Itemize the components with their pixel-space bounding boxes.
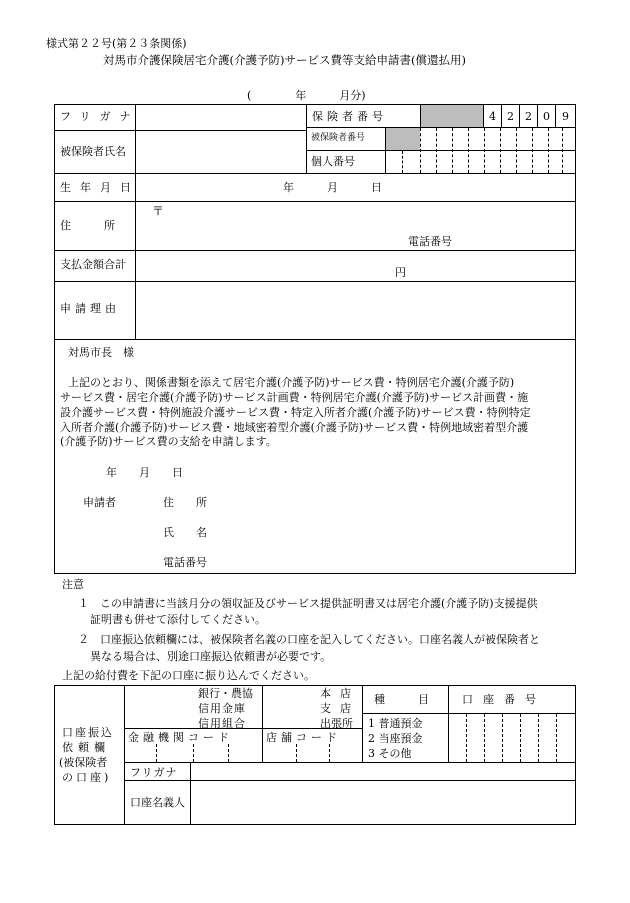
- address-label: 住 所: [60, 219, 115, 232]
- insurer-digit: 0: [543, 109, 550, 123]
- applicant-name-label: 氏 名: [163, 526, 207, 539]
- branch-code-label: 店舗コード: [266, 731, 341, 744]
- furigana-label: フリガナ: [60, 110, 140, 123]
- insured-name-label: 被保険者氏名: [60, 145, 126, 158]
- branch-type[interactable]: 出張所: [320, 717, 353, 730]
- bank-section-label: 口座振込: [62, 726, 114, 739]
- account-number-label: 口座番号: [462, 693, 546, 706]
- applicant-phone-label: 電話番号: [163, 556, 207, 569]
- bank-section-label: 依頼欄: [62, 741, 110, 754]
- phone-label: 電話番号: [408, 235, 452, 248]
- insurer-digit: 9: [562, 109, 569, 123]
- declaration-line: 設介護サービス費・特例施設介護サービス費・特定入所者介護(介護予防)サービス費・特例特定: [60, 406, 531, 419]
- personal-number-label: 個人番号: [311, 155, 355, 168]
- account-option-other[interactable]: 3 その他: [368, 747, 412, 760]
- account-option-current[interactable]: 2 当座預金: [368, 732, 423, 745]
- declaration-line: (介護予防)サービス費の支給を申請します。: [60, 435, 277, 448]
- note-1: １ この申請書に当該月分の領収証及びサービス提供証明書又は居宅介護(介護予防)支援提供: [78, 597, 538, 610]
- account-holder-input[interactable]: [191, 781, 575, 824]
- branch-type[interactable]: 支店: [320, 702, 360, 715]
- insurer-digit: 4: [489, 109, 496, 123]
- declaration-line: 上記のとおり、関係書類を添えて居宅介護(介護予防)サービス費・特例居宅介護(介護予防): [68, 376, 515, 389]
- bank-code-label: 金融機関コード: [128, 731, 233, 744]
- addressee: 対馬市長 様: [68, 346, 134, 359]
- note-1-cont: 証明書も併せて添付してください。: [90, 613, 266, 626]
- insured-number-label: 被保険者番号: [311, 133, 366, 143]
- birth-date-label: 生年月日: [60, 181, 140, 194]
- holder-furigana-label: フリガナ: [130, 766, 178, 779]
- insurer-digit: 2: [525, 109, 532, 123]
- account-type-label: 種 目: [374, 693, 429, 706]
- note-2: ２ 口座振込依頼欄には、被保険者名義の口座を記入してください。口座名義人が被保険者と: [78, 633, 540, 646]
- reason-input[interactable]: [136, 282, 575, 338]
- applicant-address-label: 住 所: [163, 496, 207, 509]
- form-number: 様式第２２号(第２３条関係): [46, 37, 187, 50]
- account-holder-label: 口座名義人: [130, 796, 185, 809]
- declaration-line: サービス費・居宅介護(介護予防)サービス計画費・特例居宅介護(介護予防)サービス計画費・施: [60, 391, 529, 404]
- institution-type[interactable]: 信用組合: [198, 717, 246, 730]
- yen-unit: 円: [395, 266, 406, 279]
- institution-type[interactable]: 銀行・農協: [198, 687, 253, 700]
- bank-section-label: の口座): [62, 771, 112, 784]
- birth-date-field[interactable]: 年 月 日: [283, 181, 382, 194]
- reason-label: 申請理由: [60, 302, 120, 315]
- page-title: 対馬市介護保険居宅介護(介護予防)サービス費等支給申請書(償還払用): [103, 53, 466, 67]
- furigana-input[interactable]: [136, 105, 306, 130]
- branch-type[interactable]: 本店: [320, 687, 360, 700]
- note-2-cont: 異なる場合は、別途口座振込依頼書が必要です。: [90, 650, 332, 663]
- notes-heading: 注意: [62, 578, 84, 591]
- applicant-label: 申請者: [83, 496, 116, 509]
- postal-mark: 〒: [152, 204, 165, 218]
- application-date[interactable]: 年 月 日: [106, 466, 183, 479]
- institution-type[interactable]: 信用金庫: [198, 702, 246, 715]
- insurer-number-label: 保険者番号: [312, 110, 387, 123]
- total-amount-label: 支払金額合計: [60, 258, 126, 271]
- bank-section-label: (被保険者: [59, 756, 108, 769]
- target-month: ( 年 月分): [247, 89, 366, 102]
- insurer-digit: 2: [507, 109, 514, 123]
- transfer-instruction: 上記の給付費を下記の口座に振り込んでください。: [62, 669, 315, 682]
- insured-name-input[interactable]: [136, 131, 306, 173]
- account-option-ordinary[interactable]: 1 普通預金: [368, 717, 423, 730]
- declaration-line: 入所者介護(介護予防)サービス費・地域密着型介護(介護予防)サービス費・特例地域密着型介護: [60, 421, 529, 434]
